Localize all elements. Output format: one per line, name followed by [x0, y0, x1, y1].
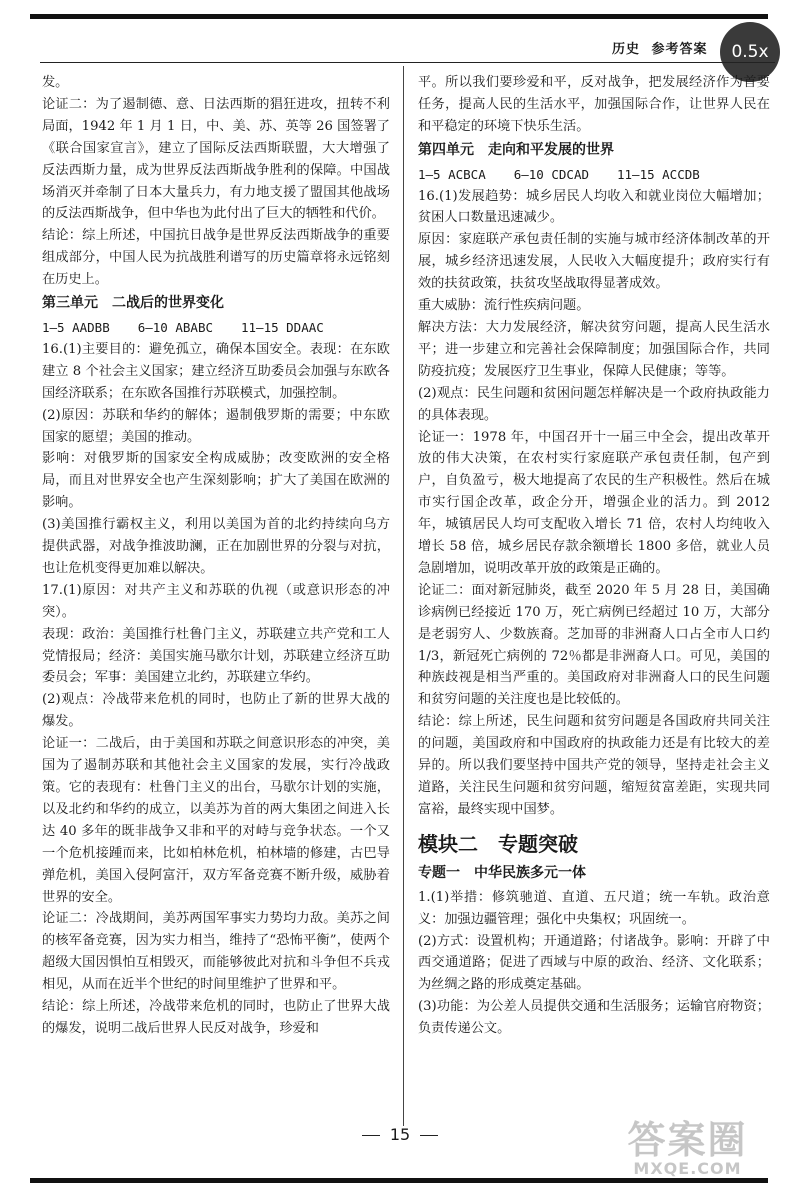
- answer-paragraph: (3)功能：为公差人员提供交通和生活服务；运输官府物资；负责传递公文。: [418, 999, 770, 1037]
- answer-paragraph: 论证二：面对新冠肺炎，截至 2020 年 5 月 28 日，美国确诊病例已经接近 170 万，死亡病例已经超过 10 万，大部分是老弱穷人、少数族裔。芝加哥的非洲裔人口占全市人口约 1/3，新冠死亡病例的 72％都是非洲裔人口。可见，美国的种族歧视是相当严重的。美国政府对非洲裔人口的民生问题和贫穷问题的关注度也是比较低的。: [418, 582, 770, 708]
- answer-paragraph: 16.(1)主要目的：避免孤立，确保本国安全。表现：在东欧建立 8 个社会主义国家；建立经济互助委员会加强与东欧各国经济联系；在东欧各国推行苏联模式，加强控制。: [42, 341, 390, 401]
- running-header: [612, 38, 714, 57]
- answer-key-group: 11—15 ACCDB: [617, 166, 700, 182]
- right-column: [418, 72, 770, 1040]
- answer-paragraph: 发。: [42, 75, 69, 90]
- answer-paragraph: 16.(1)发展趋势：城乡居民人均收入和就业岗位大幅增加；贫困人口数量迅速减少。: [418, 188, 770, 226]
- answer-key-group: 6—10 CDCAD: [513, 166, 589, 182]
- top-border-bar: [30, 14, 768, 19]
- header-section: 参考答案: [651, 42, 708, 57]
- answer-paragraph: (2)原因：苏联和华约的解体；遏制俄罗斯的需要；中东欧国家的愿望；美国的推动。: [42, 407, 390, 445]
- site-watermark: [600, 1120, 775, 1182]
- column-divider: [403, 66, 404, 1126]
- section-heading: 专题一 中华民族多元一体: [418, 864, 586, 881]
- left-column: [42, 72, 390, 1040]
- answer-paragraph: 表现：政治：美国推行杜鲁门主义，苏联建立共产党和工人党情报局；经济：美国实施马歇尔计划，苏联建立经济互助委员会；军事：美国建立北约，苏联建立华约。: [42, 626, 390, 686]
- answer-paragraph: (2)观点：民生问题和贫困问题怎样解决是一个政府执政能力的具体表现。: [418, 385, 770, 423]
- answer-paragraph: 重大威胁：流行性疾病问题。: [418, 298, 590, 314]
- section-heading: 第四单元 走向和平发展的世界: [418, 141, 614, 158]
- answer-key-group: 6—10 ABABC: [137, 319, 213, 335]
- section-heading: 第三单元 二战后的世界变化: [42, 295, 224, 312]
- answer-key-group: 1—5 ACBCA: [418, 166, 486, 182]
- answer-paragraph: 原因：家庭联产承包责任制的实施与城市经济体制改革的开展，城乡经济迅速发展，人民收入大幅度提升；政府实行有效的扶贫政策，扶贫攻坚战取得显著成效。: [418, 232, 770, 292]
- answer-paragraph: 论证一：二战后，由于美国和苏联之间意识形态的冲突，美国为了遏制苏联和其他社会主义国家的发展，实行冷战政策。它的表现有：杜鲁门主义的出台，马歇尔计划的实施，以及北约和华约的成立，以美苏为首的两大集团之间进入长达 40 多年的既非战争又非和平的对峙与竞争状态。一个又一个危机接踵而来，比如柏林危机，柏林墙的修建，古巴导弹危机，美国入侵阿富汗，双方军备竞赛不断升级，威胁着世界的安全。: [42, 736, 390, 905]
- module-heading: 模块二 专题突破: [418, 831, 578, 856]
- answer-paragraph: 论证二：为了遏制德、意、日法西斯的猖狂进攻，扭转不利局面，1942 年 1 月 1 日，中、美、苏、英等 26 国签署了《联合国家宣言》，建立了国际反法西斯联盟，大大增强了反法西斯力量，成为世界反法西斯战争胜利的保障。中国战场消灭并牵制了日本大量兵力，有力地支援了盟国其他战场的反法西斯战争，但中华也为此付出了巨大的牺牲和代价。: [42, 96, 390, 222]
- watermark-url: MXQE.COM: [633, 1159, 742, 1178]
- answer-paragraph: 解决方法：大力发展经济，解决贫穷问题，提高人民生活水平；进一步建立和完善社会保障制度；加强国际合作，共同防疫抗疫；发展医疗卫生事业，保障人民健康；等等。: [418, 319, 770, 379]
- answer-paragraph: 1.(1)举措：修筑驰道、直道、五尺道；统一车轨。政治意义：加强边疆管理；强化中央集权；巩固统一。: [418, 889, 770, 927]
- answer-key-line: [418, 164, 770, 186]
- watermark-logo-text: 答案圈: [627, 1118, 748, 1162]
- answer-paragraph: 结论：综上所述，冷战带来危机的同时，也防止了世界大战的爆发，说明二战后世界人民反对战争，珍爱和: [42, 999, 390, 1036]
- header-subject: 历史: [612, 42, 641, 57]
- answer-paragraph: 结论：综上所述，中国抗日战争是世界反法西斯战争的重要组成部分，中国人民为抗战胜利谱写的历史篇章将永远铭刻在历史上。: [42, 228, 390, 288]
- page-number: 15: [389, 1125, 411, 1144]
- answer-key-line: [42, 317, 390, 339]
- header-rule: [40, 62, 775, 63]
- answer-paragraph: 17.(1)原因：对共产主义和苏联的仇视（或意识形态的冲突）。: [42, 582, 390, 620]
- answer-key-group: 11—15 DDAAC: [241, 319, 324, 335]
- answer-paragraph: (2)方式：设置机构；开通道路；付诸战争。影响：开辟了中西交通道路；促进了西域与中原的政治、经济、文化联系；为丝绸之路的形成奠定基础。: [418, 933, 770, 993]
- footer-dash-right: [420, 1135, 438, 1136]
- zoom-level-button[interactable]: 0.5x: [720, 22, 780, 82]
- answer-paragraph: 论证二：冷战期间，美苏两国军事实力势均力敌。美苏之间的核军备竞赛，因为实力相当，维持了“恐怖平衡”，使两个超级大国因惧怕互相毁灭，而能够彼此对抗和斗争但不兵戎相见，从而在近半个世纪的时间里维护了世界和平。: [42, 911, 390, 993]
- bottom-border-bar: [30, 1178, 768, 1183]
- answer-paragraph: 平。所以我们要珍爱和平，反对战争，把发展经济作为首要任务，提高人民的生活水平，加强国际合作，让世界人民在和平稳定的环境下快乐生活。: [418, 75, 770, 134]
- answer-paragraph: (2)观点：冷战带来危机的同时，也防止了新的世界大战的爆发。: [42, 692, 390, 730]
- answer-key-group: 1—5 AADBB: [42, 319, 110, 335]
- answer-paragraph: 结论：综上所述，民生问题和贫穷问题是各国政府共同关注的问题，美国政府和中国政府的执政能力还是有比较大的差异的。所以我们要坚持中国共产党的领导，坚持走社会主义道路，关注民生问题和贫穷问题，缩短贫富差距，实现共同富裕，最终实现中国梦。: [418, 714, 770, 817]
- answer-paragraph: 影响：对俄罗斯的国家安全构成威胁；改变欧洲的安全格局，而且对世界安全也产生深刻影响；扩大了美国在欧洲的影响。: [42, 451, 390, 511]
- answer-paragraph: 论证一：1978 年，中国召开十一届三中全会，提出改革开放的伟大决策，在农村实行家庭联产承包责任制，包产到户，自负盈亏，极大地提高了农民的生产积极性。然后在城市实行国企改革，政企分开，增强企业的活力。到 2012 年，城镇居民人均可支配收入增长 71 倍，农村人均纯收入增长 58 倍，城乡居民存款余额增长 1800 多倍，就业人员急剧增加，说明改革开放的政策是正确的。: [418, 429, 770, 576]
- footer-dash-left: [362, 1135, 380, 1136]
- answer-paragraph: (3)美国推行霸权主义，利用以美国为首的北约持续向乌方提供武器，对战争推波助澜，正在加剧世界的分裂与对抗，也让危机变得更加难以解决。: [42, 517, 390, 576]
